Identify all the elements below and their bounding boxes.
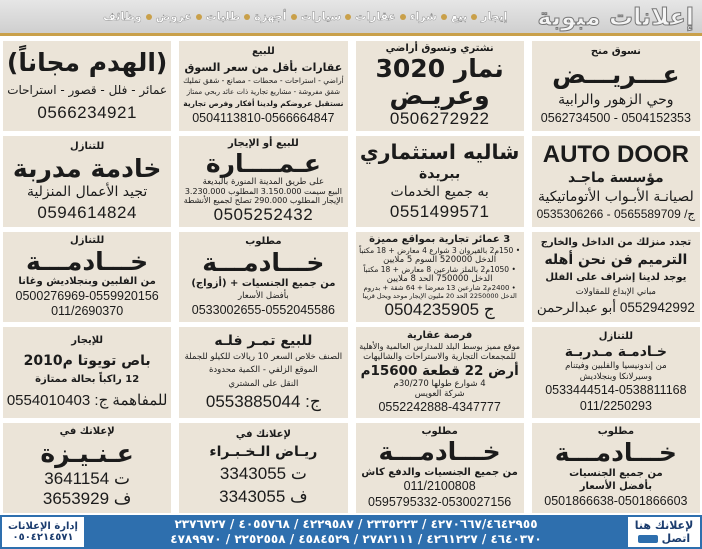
classified-ad xyxy=(356,327,524,417)
ad-phone: 0506272922 xyxy=(389,109,490,129)
category-item[interactable]: أجهزة xyxy=(254,10,287,23)
ad-kicker: للبيع xyxy=(251,46,275,58)
section-title: إعلانات مبوبة xyxy=(537,2,694,31)
ad-boldsmall: 12 راكباً بحالة ممتازة xyxy=(35,374,140,386)
ad-phone: ت 3343055 xyxy=(219,464,307,484)
call-label: اتصل xyxy=(661,532,691,545)
category-item[interactable]: إيجار xyxy=(481,10,508,23)
ad-small: مباني الإبداع للمقاولات xyxy=(575,286,656,297)
category-list xyxy=(103,10,507,23)
footer-contact-bar xyxy=(0,515,702,549)
classified-ad xyxy=(3,423,171,513)
ad-boldsmall: من جميع الجنسيات والدفع كاش xyxy=(361,466,518,478)
classified-ad xyxy=(179,232,347,322)
classified-ad xyxy=(179,136,347,226)
ad-phone: 0552942992 أبو عبدالرحمن xyxy=(536,300,695,316)
ad-phone: ت 3641154 xyxy=(44,468,130,488)
ad-title: ببريدة xyxy=(418,165,461,182)
ad-phone: ف 3653929 xyxy=(42,489,132,509)
ad-kicker: مطلوب xyxy=(421,425,458,437)
ad-kicker: للتنازل xyxy=(70,234,105,246)
ad-headline: وعريـض xyxy=(389,81,490,111)
ad-phone: ج 0504235905 xyxy=(384,300,495,320)
category-item[interactable]: شراء xyxy=(409,10,437,23)
ad-phone: 0551499571 xyxy=(389,202,490,222)
ad-kicker: لإعلانك في xyxy=(235,428,291,440)
ad-boldsmall: تجدد منزلك من الداخل والخارج xyxy=(540,237,692,249)
ad-headline: نمار 3020 xyxy=(375,53,504,83)
ad-body: لصيانـة الأبـواب الأتوماتيكية xyxy=(537,188,694,205)
ad-title: للبيع تمـر فلـه xyxy=(214,332,313,349)
ad-body: تجيد الأعمال المنزلية xyxy=(26,184,148,201)
classified-ad xyxy=(3,232,171,322)
advertise-here-label: لإعلانك هنا xyxy=(634,519,694,532)
classifieds-grid xyxy=(3,41,700,513)
ad-small: للمجمعات التجارية والاستراحات والشاليهات xyxy=(363,352,517,363)
ad-kicker: للبيع أو الإيجار xyxy=(227,138,299,150)
ad-small: • 150م2 بالقيروان 3 شوارع 4 معارض + 18 مكتباً xyxy=(359,245,521,255)
ad-small: الموقع الزلفي - الكمية محدودة xyxy=(208,365,318,376)
ad-phone: ج: 0553885044 xyxy=(205,392,321,412)
ad-phone-sm: 0533002655-0552045586 xyxy=(191,303,335,318)
ad-kicker: للتنازل xyxy=(598,330,633,342)
ad-small: أراضي - استراحات - محطات - مصانع - شقق تمليك xyxy=(183,76,344,86)
category-item[interactable]: سيارات xyxy=(300,10,342,23)
ad-headline: عـمــــارة xyxy=(205,148,321,178)
ad-phone-sm: 011/2250293 xyxy=(579,398,652,413)
bullet-dot-icon xyxy=(441,14,447,20)
ad-phone-sm: ج/ 0565589709 - 0535306266 xyxy=(536,207,696,222)
ad-small: شركة العويس xyxy=(414,389,465,400)
ad-phone: ف 3343055 xyxy=(219,487,308,506)
classified-ad xyxy=(179,41,347,131)
classified-ad xyxy=(532,136,700,226)
category-item[interactable]: بيع xyxy=(450,10,468,23)
ad-small: • 1050م2 بالملز شارعين 8 معارض + 18 مكتباً xyxy=(363,264,516,274)
classified-ad xyxy=(356,423,524,513)
bullet-dot-icon xyxy=(244,14,250,20)
ad-small: الدخل 2250000 الحد 20 مليون الإيجار موحد ويحل قريبا xyxy=(362,292,517,301)
classified-ad xyxy=(532,232,700,322)
ad-title: الترميم فن نحن أهله xyxy=(544,252,688,269)
ad-kicker: نشتري ونسوق أراضي xyxy=(385,43,494,55)
phone-numbers xyxy=(87,517,625,547)
classified-ad xyxy=(179,423,347,513)
ad-headline: عـــريـــض xyxy=(552,60,680,90)
ad-boldsmall: من جميع الجنسيات xyxy=(569,468,663,480)
ad-small: • 2400م2 شارعين 13 معرضا + 64 شقة + بدروم xyxy=(363,283,516,292)
ad-kicker: نسوق منح xyxy=(590,46,641,58)
ad-body: عمائر - فلل - قصور - استراحات xyxy=(7,83,168,98)
ad-boldsmall: من الفلبين وبنجلاديش وغانا xyxy=(18,275,156,287)
ad-small: النقل على المشتري xyxy=(228,378,299,389)
ad-title: مؤسسة ماجـد xyxy=(568,170,664,187)
classified-ad xyxy=(356,232,524,322)
classified-ad xyxy=(356,41,524,131)
bullet-dot-icon xyxy=(146,14,152,20)
ad-body: به جميع الخدمات xyxy=(390,184,489,201)
ad-boldsmall: نستقبل عروضكم ولدينا أفكار وفرص تجارية xyxy=(183,99,344,109)
ad-kicker: مطلوب xyxy=(245,235,282,247)
ad-phone-sm: 011/2690370 xyxy=(51,303,124,318)
ad-kicker: لإعلانك في xyxy=(59,426,115,438)
ad-title: عقارات بأقل من سعر السوق xyxy=(184,60,343,74)
ad-phone-sm: 0504113810-0566664847 xyxy=(192,111,335,126)
ad-phone: 0594614824 xyxy=(37,202,137,222)
ad-small: الدخل 750000 الحد 8 ملايين xyxy=(386,273,493,284)
bullet-dot-icon xyxy=(400,14,406,20)
ad-phone-sm: 0504152353 - 0562734500 xyxy=(540,110,691,125)
ad-phone-sm: 0533444514-0538811168 xyxy=(545,383,687,398)
ad-title: باص تويوتا م2010 xyxy=(23,352,151,369)
classified-ad xyxy=(179,327,347,417)
ad-phone-sm: 0552242888-4347777 xyxy=(378,399,501,414)
ad-latin: AUTO DOOR xyxy=(542,141,689,169)
bullet-dot-icon xyxy=(471,14,477,20)
ad-small: شقق مفروشة - مشاريع تجارية ذات عائد ربحي ممتاز xyxy=(186,87,341,96)
category-item[interactable]: وظائف xyxy=(103,10,142,23)
ad-kicker: للتنازل xyxy=(70,140,105,152)
classified-ad xyxy=(532,327,700,417)
ad-boldsmall: من جميع الجنسيات + (أزواج) xyxy=(191,278,336,290)
section-header xyxy=(0,0,702,36)
ads-admin-label: إدارة الإعلانات xyxy=(8,521,78,532)
ads-admin-box xyxy=(2,517,84,547)
ad-phone: للمفاهمة ج: 0554010403 xyxy=(6,391,168,409)
ad-phone: 0505252432 xyxy=(213,205,314,224)
ad-title: أرض 22 قطعة 15600م xyxy=(360,362,519,379)
classified-ad xyxy=(3,136,171,226)
ad-phone-sm: 0595795332-0530027156 xyxy=(368,494,512,509)
ad-kicker: مطلوب xyxy=(597,426,635,438)
ad-phone-sm: 0501866638-0501866603 xyxy=(544,494,688,509)
ad-small: الصنف خلاص السعر 10 ريالات للكيلو للجملة xyxy=(184,351,343,362)
ad-small: وسيرلانكا وبنجلاديش xyxy=(579,372,653,383)
ad-headline: خـــادمـــة xyxy=(554,438,677,468)
advertise-here-box xyxy=(628,517,700,547)
classified-ad xyxy=(3,327,171,417)
pointing-hand-icon xyxy=(638,535,658,543)
ad-headline: عـنـيـزة xyxy=(40,438,134,468)
category-item[interactable]: طلبات xyxy=(205,10,241,23)
ad-phone: 0566234921 xyxy=(37,103,137,123)
ad-small: 4 شوارع طولها 30/270م xyxy=(393,378,486,389)
ad-phone-sm: 011/2100808 xyxy=(403,479,476,494)
classified-ad xyxy=(532,41,700,131)
ad-title: خـادمـة مـدربـة xyxy=(564,343,668,360)
ad-small: الدخل 520000 السوم 5 ملايين xyxy=(383,254,497,265)
ad-boldsmall: بأفضل الأسعار xyxy=(579,481,652,493)
ad-headline: (الهدم مجاناً) xyxy=(6,48,168,78)
ad-small: بأفضل الأسعار xyxy=(238,291,289,302)
ad-small: من إندونيسيا والفلبين وفيتنام xyxy=(565,360,667,371)
phone-numbers-line: ٤٦٤٠٣٧٠ / ٤٢٦١٢٢٧ / ٢٧٨٢١١١ / ٤٥٨٤٥٢٩ / ٢٢٥٢٥٥٨ / ٤٧٨٩٩٧٠ xyxy=(170,532,542,546)
ad-small: الإيجار المطلوب 290.000 تصلح لجميع الأنشطة xyxy=(183,195,344,205)
ad-kicker: للإيجار xyxy=(71,335,104,347)
category-item[interactable]: عقارات xyxy=(355,10,396,23)
ads-admin-phone: ٠٥٠٤٢١٤٥٧١ xyxy=(12,532,74,543)
ad-boldsmall: فرصة عقارية xyxy=(406,329,473,341)
ad-headline: خـــادمـــة xyxy=(378,437,501,467)
classified-ad xyxy=(356,136,524,226)
ad-headline: شاليه استثماري xyxy=(359,139,520,164)
ad-small: البيع سيمت 3.150.000 المطلوب 3.230.000 xyxy=(184,186,342,196)
ad-headline: خـــادمـــة xyxy=(202,247,325,277)
classified-ad xyxy=(3,41,171,131)
ad-small: على طريق المدينة المنورة بالبديعة xyxy=(202,176,325,187)
ad-headline: خـــادمـــة xyxy=(26,246,149,276)
phone-numbers-line: ٤٢٧٠٦٦٧/٤٦٤٢٩٥٥ / ٢٣٣٥٢٢٣ / ٤٢٢٩٥٨٧ / ٤٠٥٥٧٦٨ / ٢٣٧٦٧٢٧ xyxy=(174,517,538,531)
ad-phone-sm: 0500276969-0559920156 xyxy=(15,288,159,303)
ad-boldsmall: 3 عمائر تجارية بمواقع مميزة xyxy=(369,233,511,245)
ad-body: وحي الزهور والرابية xyxy=(558,91,674,108)
ad-boldsmall: يوجد لدينا إشراف على الفلل xyxy=(545,271,687,283)
category-item[interactable]: عروض xyxy=(155,10,192,23)
ad-small: موقع مميز بوسط البلد للمدارس العالمية والأهلية xyxy=(359,342,521,352)
ad-headline: خادمة مدربة xyxy=(12,153,162,183)
bullet-dot-icon xyxy=(345,14,351,20)
ad-title: ريـاض الـخـبـراء xyxy=(209,444,318,461)
bullet-dot-icon xyxy=(196,14,202,20)
bullet-dot-icon xyxy=(291,14,297,20)
classified-ad xyxy=(532,423,700,513)
